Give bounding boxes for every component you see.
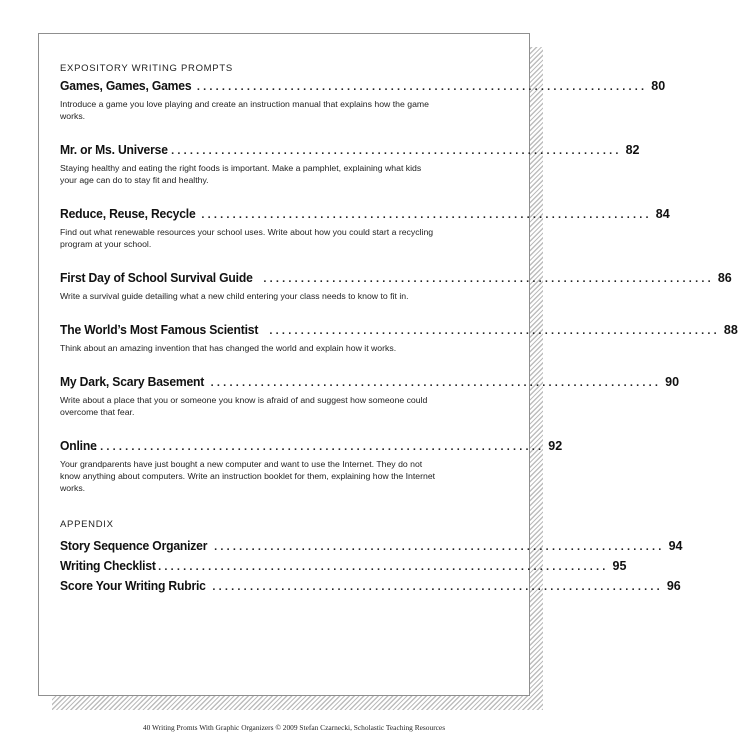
toc-entry-title: My Dark, Scary Basement xyxy=(60,374,205,389)
toc-entry-title: Mr. or Ms. Universe xyxy=(60,142,168,157)
toc-entry-games xyxy=(60,78,666,122)
toc-entry-description: Write a survival guide detailing what a new child entering your class needs to know to fit in. xyxy=(60,291,409,301)
toc-entry-head xyxy=(60,374,680,394)
page-frame xyxy=(38,33,738,696)
toc-entry-title: Reduce, Reuse, Recycle xyxy=(60,206,196,221)
toc-page-number: 96 xyxy=(666,579,681,593)
dot-leader: ........................................................................ xyxy=(201,209,652,221)
toc-content xyxy=(60,54,738,598)
toc-entry-recycle xyxy=(60,206,670,250)
toc-entry-head xyxy=(60,78,666,98)
page-footer: 40 Writing Promts With Graphic Organizers © 2009 Stefan Czarnecki, Scholastic Teaching Resources xyxy=(142,723,446,732)
dot-leader: ........................................................................ xyxy=(196,81,648,93)
toc-page-number: 90 xyxy=(665,375,680,389)
dot-leader: ........................................................................ xyxy=(212,581,663,593)
dot-leader: ........................................................................ xyxy=(269,325,720,337)
toc-entry-rubric xyxy=(60,578,681,598)
toc-entry-head xyxy=(60,322,738,342)
toc-entry-head xyxy=(60,558,627,578)
toc-entry-title: Score Your Writing Rubric xyxy=(60,578,206,593)
toc-entry-head xyxy=(60,438,563,458)
toc-entry-title: Writing Checklist xyxy=(60,558,156,573)
section-label-expository: EXPOSITORY WRITING PROMPTS xyxy=(60,63,233,74)
dot-leader: ........................................................................ xyxy=(210,377,662,389)
toc-entry-description: Think about an amazing invention that has changed the world and explain how it works. xyxy=(60,343,397,353)
page-shadow-bottom xyxy=(52,696,543,710)
toc-entry-head xyxy=(60,538,683,558)
section-label-appendix: APPENDIX xyxy=(60,519,114,530)
toc-entry-title: Games, Games, Games xyxy=(60,78,192,93)
toc-entry-story-sequence xyxy=(60,538,683,558)
toc-page-number: 92 xyxy=(548,439,563,453)
toc-entry-basement xyxy=(60,374,680,418)
toc-entry-first-day xyxy=(60,270,732,302)
dot-leader: ........................................................................ xyxy=(158,561,609,573)
toc-entry-description: Introduce a game you love playing and create an instruction manual that explains how the game works. xyxy=(60,99,429,121)
toc-entry-scientist xyxy=(60,322,738,354)
toc-entry-description: Find out what renewable resources your school uses. Write about how you could start a recycling program at your school. xyxy=(60,227,434,249)
toc-page-number: 94 xyxy=(668,539,683,553)
dot-leader: ........................................................................ xyxy=(263,273,714,285)
toc-page-number: 95 xyxy=(612,559,627,573)
toc-entry-title: The World’s Most Famous Scientist xyxy=(60,322,259,337)
dot-leader: ........................................................................ xyxy=(171,145,622,157)
toc-entry-title: First Day of School Survival Guide xyxy=(60,270,253,285)
toc-entry-checklist xyxy=(60,558,627,578)
toc-entry-title: Online xyxy=(60,438,97,453)
toc-entry-head xyxy=(60,270,732,290)
toc-entry-description: Your grandparents have just bought a new computer and want to use the Internet. They do not know anything about computers. Write an instruction booklet for them, explaining how the Internet works. xyxy=(60,459,436,493)
dot-leader: ........................................................................ xyxy=(93,441,545,453)
toc-page-number: 84 xyxy=(655,207,670,221)
dot-leader: ........................................................................ xyxy=(214,541,665,553)
toc-page-number: 82 xyxy=(625,143,640,157)
toc-entry-description: Staying healthy and eating the right foods is important. Make a pamphlet, explaining what kids your age can do to stay fit and healthy. xyxy=(60,163,422,185)
toc-entry-head xyxy=(60,206,670,226)
toc-entry-title: Story Sequence Organizer xyxy=(60,538,208,553)
toc-entry-universe xyxy=(60,142,640,186)
toc-page-number: 86 xyxy=(717,271,732,285)
toc-entry-description: Write about a place that you or someone you know is afraid of and suggest how someone could overcome that fear. xyxy=(60,395,428,417)
toc-page-number: 88 xyxy=(723,323,738,337)
toc-entry-online xyxy=(60,438,563,494)
toc-entry-head xyxy=(60,142,640,162)
toc-entry-head xyxy=(60,578,681,598)
toc-page-number: 80 xyxy=(651,79,666,93)
